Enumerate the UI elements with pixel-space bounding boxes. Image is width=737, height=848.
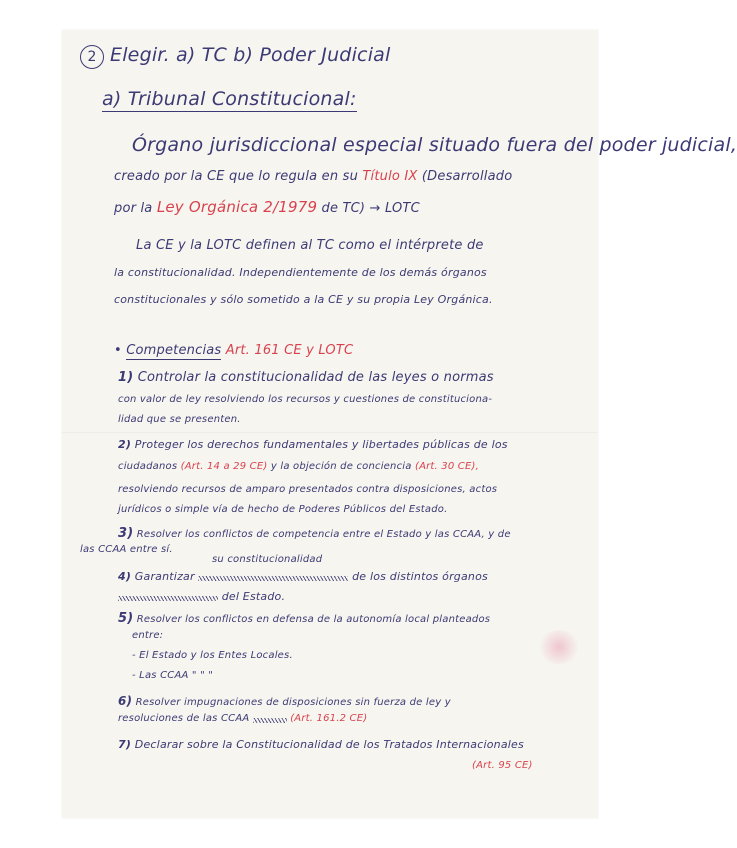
- definition-line-3-text: por la: [114, 201, 153, 216]
- item-2-text: Proteger los derechos fundamentales y libertades públicas de los: [134, 438, 508, 451]
- item-2-line-4: jurídicos o simple vía de hecho de Poderes Públicos del Estado.: [118, 504, 448, 515]
- item-4-number: 4): [118, 570, 132, 583]
- item-1-text: Controlar la constitucionalidad de las leyes o normas: [137, 370, 494, 385]
- item-4-text: Garantizar: [134, 570, 195, 583]
- item-7-reference: (Art. 95 CE): [472, 760, 533, 771]
- item-2-number: 2): [118, 438, 132, 451]
- item-4-line-1: [118, 570, 488, 583]
- item-6-line-1: [118, 694, 451, 708]
- definition-line-2-end: (Desarrollado: [421, 169, 513, 184]
- item-7-number: 7): [118, 738, 132, 751]
- item-5-sub-2: - Las CCAA " " ": [132, 670, 214, 681]
- item-5-line-1: [118, 611, 490, 626]
- item-4-crossed-out-2: [118, 590, 218, 603]
- item-4-insert: su constitucionalidad: [212, 554, 323, 565]
- item-3-line-2: las CCAA entre sí.: [80, 544, 173, 555]
- header-title: Elegir. a) TC b) Poder Judicial: [110, 44, 391, 66]
- item-6-line-2: [118, 713, 367, 724]
- item-3-number: 3): [118, 526, 134, 541]
- item-6-crossed-out: [253, 713, 287, 724]
- item-2-ref-1: (Art. 14 a 29 CE): [180, 461, 268, 472]
- titulo-reference: Título IX: [362, 169, 418, 184]
- item-3-text: Resolver los conflictos de competencia entre el Estado y las CCAA, y de: [136, 529, 511, 540]
- item-4-crossed-out: [198, 570, 348, 583]
- item-1-line-2: con valor de ley resolviendo los recursos y cuestiones de constituciona-: [118, 394, 493, 405]
- item-2-line-3: resolviendo recursos de amparo presentados contra disposiciones, actos: [118, 484, 498, 495]
- item-6-line-2-text: resoluciones de las CCAA: [118, 713, 250, 724]
- ley-organica-reference: Ley Orgánica 2/1979: [156, 198, 318, 216]
- item-2-ref-2: (Art. 30 CE),: [414, 461, 479, 472]
- interpretation-line-2: la constitucionalidad. Independientemente de los demás órganos: [114, 266, 487, 279]
- item-4-line-2-text: del Estado.: [221, 590, 286, 603]
- competencias-heading: [114, 343, 353, 358]
- item-3-line-1: [118, 526, 511, 541]
- interpretation-line-3: constitucionales y sólo sometido a la CE y su propia Ley Orgánica.: [114, 293, 493, 306]
- item-4-line-2: [118, 590, 285, 603]
- definition-line-3-end: de TC) → LOTC: [321, 201, 420, 216]
- page-fold: [62, 432, 598, 434]
- competencias-label: Competencias: [126, 343, 222, 358]
- item-2-line-2-b: y la objeción de conciencia: [270, 461, 412, 472]
- definition-line-1: Órgano jurisdiccional especial situado fuera del poder judicial,: [132, 134, 737, 156]
- competencias-bullet: •: [114, 343, 122, 358]
- item-1-line-3: lidad que se presenten.: [118, 414, 241, 425]
- item-4-text-end: de los distintos órganos: [352, 570, 488, 583]
- item-5-sub-1: - El Estado y los Entes Locales.: [132, 650, 293, 661]
- item-1-number: 1): [118, 370, 134, 385]
- item-7-text: Declarar sobre la Constitucionalidad de los Tratados Internacionales: [134, 738, 524, 751]
- definition-line-3: [114, 198, 420, 216]
- section-heading: [102, 88, 357, 110]
- item-6-text: Resolver impugnaciones de disposiciones sin fuerza de ley y: [135, 697, 451, 708]
- item-2-line-1: [118, 438, 508, 451]
- question-number: 2: [80, 45, 104, 69]
- definition-line-2: [114, 169, 512, 184]
- item-6-reference: (Art. 161.2 CE): [290, 713, 368, 724]
- item-1-line-1: [118, 370, 494, 385]
- item-2-line-2-a: ciudadanos: [118, 461, 178, 472]
- item-5-number: 5): [118, 611, 134, 626]
- interpretation-line-1: La CE y la LOTC definen al TC como el intérprete de: [136, 238, 484, 253]
- competencias-reference: Art. 161 CE y LOTC: [225, 343, 354, 358]
- item-2-line-2: [118, 461, 479, 472]
- item-5-line-2: entre:: [132, 630, 164, 641]
- item-5-text: Resolver los conflictos en defensa de la autonomía local planteados: [136, 614, 491, 625]
- ink-stain: [537, 630, 581, 664]
- header-line: [80, 44, 391, 69]
- item-6-number: 6): [118, 694, 133, 708]
- definition-line-2-text: creado por la CE que lo regula en su: [114, 169, 359, 184]
- notebook-page: [62, 30, 737, 818]
- section-heading-text: a) Tribunal Constitucional:: [102, 88, 357, 110]
- item-7-line-1: [118, 738, 524, 751]
